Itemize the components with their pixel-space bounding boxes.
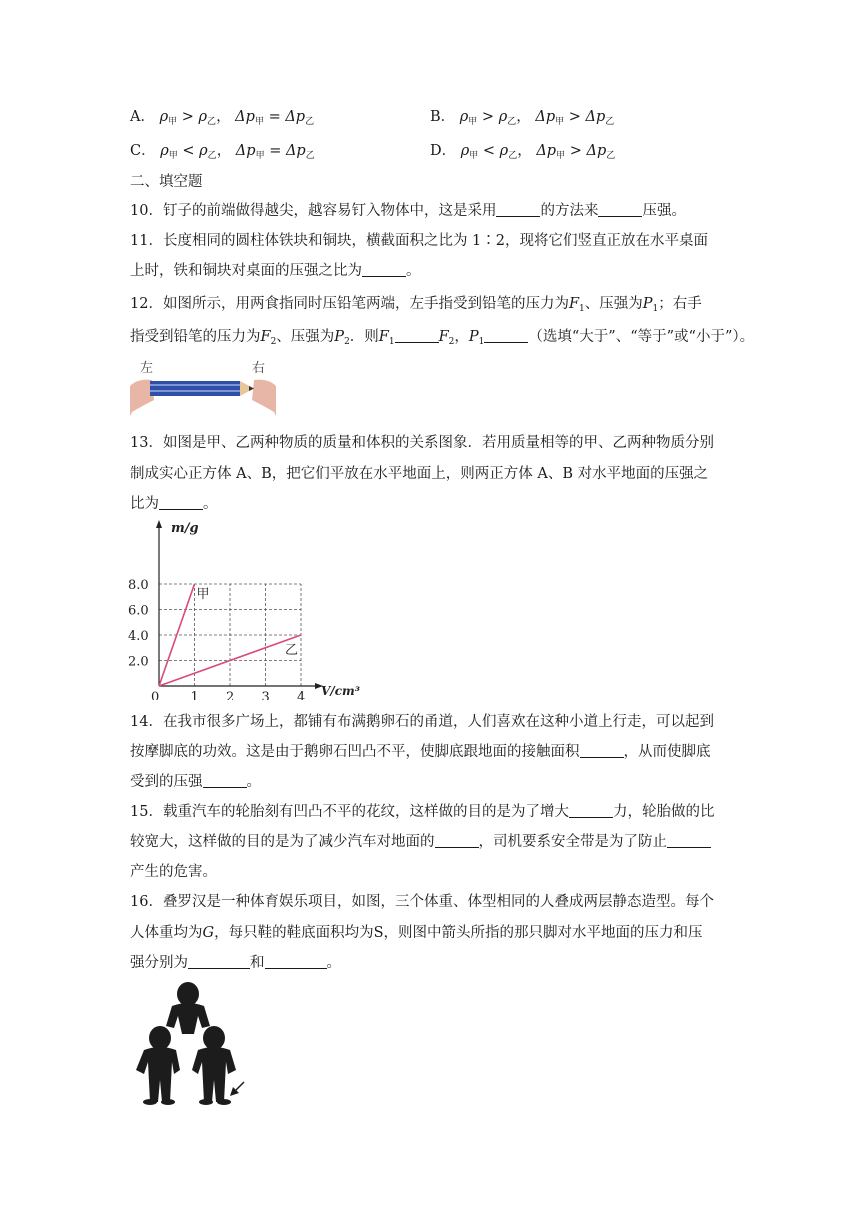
question-12-line1: 12．如图所示，用两食指同时压铅笔两端，左手指受到铅笔的压力为$F_1$、压强为$P_1$；右手 — [130, 296, 702, 314]
pencil-figure — [128, 356, 278, 418]
x-tick-label: 2 — [226, 690, 235, 700]
question-15-line2: 较宽大，这样做的目的是为了减少汽车对地面的 ，司机要系安全带是为了防止 — [130, 832, 711, 852]
question-15-line3: 产生的危害。 — [130, 864, 217, 880]
right-label: 右 — [252, 361, 266, 376]
y-tick-label: 6.0 — [128, 603, 149, 619]
pencil-body — [150, 381, 240, 396]
arrow-icon — [230, 1082, 244, 1096]
y-axis-arrow — [156, 520, 162, 528]
option-d[interactable]: D． $\rho_甲 < \rho_乙$， $\Delta p_甲 > \Delta p_乙$ — [430, 143, 616, 161]
question-10: 10．钉子的前端做得越尖，越容易钉入物体中，这是采用 的方法来 压强。 — [130, 203, 686, 219]
bottom-right-person — [203, 1026, 225, 1050]
y-tick-label: 4.0 — [128, 629, 149, 644]
question-13-line2: 制成实心正方体 A、B，把它们平放在水平地面上，则两正方体 A、B 对水平地面的压强之 — [130, 466, 709, 482]
answer-blank[interactable] — [569, 802, 613, 818]
question-14-line3: 受到的压强 。 — [130, 774, 261, 790]
answer-blank[interactable] — [265, 953, 327, 969]
question-15-line1: 15．载重汽车的轮胎刻有凹凸不平的花纹，这样做的目的是为了增大 力，轮胎做的比 — [130, 804, 715, 820]
option-b[interactable]: B． $\rho_甲 > \rho_乙$， $\Delta p_甲 > \Delta p_乙$ — [430, 109, 615, 127]
x-tick-label: 3 — [261, 690, 270, 700]
question-14-line2: 按摩脚底的功效。这是由于鹅卵石凹凸不平，使脚底跟地面的接触面积 ，从而使脚底 — [130, 744, 711, 760]
question-13-line1: 13．如图是甲、乙两种物质的质量和体积的关系图象．若用质量相等的甲、乙两种物质分别 — [130, 435, 714, 451]
series-label: 乙 — [285, 643, 299, 658]
answer-blank[interactable] — [203, 772, 247, 788]
answer-blank[interactable] — [159, 494, 203, 510]
top-person — [177, 982, 199, 1006]
question-11-line1: 11．长度相同的圆柱体铁块和铜块，横截面积之比为 1∶2，现将它们竖直正放在水平桌面 — [130, 233, 709, 249]
question-12-line2: 指受到铅笔的压力为$F_2$、压强为$P_2$．则$F_1$ $F_2$，$P_1$ （选填“大于”、“等于”或“小于”）。 — [130, 329, 755, 347]
answer-blank[interactable] — [598, 201, 642, 217]
question-13-line3: 比为 。 — [130, 496, 218, 512]
answer-blank[interactable] — [580, 742, 624, 758]
question-11-line2: 上时，铁和铜块对桌面的压强之比为 。 — [130, 263, 421, 279]
question-16-line2: 人体重均为G，每只鞋的鞋底面积均为S，则图中箭头所指的那只脚对水平地面的压力和压 — [130, 925, 703, 941]
answer-blank[interactable] — [188, 953, 250, 969]
right-finger — [252, 380, 276, 416]
answer-blank[interactable] — [484, 327, 528, 343]
bottom-left-person — [149, 1026, 171, 1050]
human-pyramid-figure — [128, 978, 250, 1106]
x-tick-label: 1 — [190, 690, 199, 700]
answer-blank[interactable] — [435, 832, 479, 848]
y-axis-label: m/g — [171, 521, 199, 536]
y-tick-label: 8.0 — [128, 578, 149, 593]
x-axis-label: V/cm³ — [321, 684, 360, 698]
answer-blank[interactable] — [362, 261, 406, 277]
x-tick-label: 4 — [297, 690, 306, 700]
y-tick-label: 2.0 — [128, 654, 149, 670]
question-14-line1: 14．在我市很多广场上，都铺有布满鹅卵石的甬道，人们喜欢在这种小道上行走，可以起到 — [130, 714, 714, 730]
answer-blank[interactable] — [395, 327, 439, 343]
mass-volume-chart — [126, 518, 366, 700]
question-16-line1: 16．叠罗汉是一种体育娱乐项目，如图，三个体重、体型相同的人叠成两层静态造型。每个 — [130, 894, 714, 910]
left-label: 左 — [140, 361, 154, 376]
question-16-line3: 强分别为 和 。 — [130, 955, 341, 971]
answer-blank[interactable] — [496, 201, 540, 217]
x-tick-label: 0 — [151, 690, 160, 700]
option-a[interactable]: A． $\rho_甲 > \rho_乙$， $\Delta p_甲 = \Delta p_乙$ — [130, 109, 315, 127]
option-c[interactable]: C． $\rho_甲 < \rho_乙$， $\Delta p_甲 = \Delta p_乙$ — [130, 143, 315, 161]
series-label: 甲 — [196, 587, 210, 602]
section-title: 二、填空题 — [130, 174, 203, 190]
answer-blank[interactable] — [667, 832, 711, 848]
